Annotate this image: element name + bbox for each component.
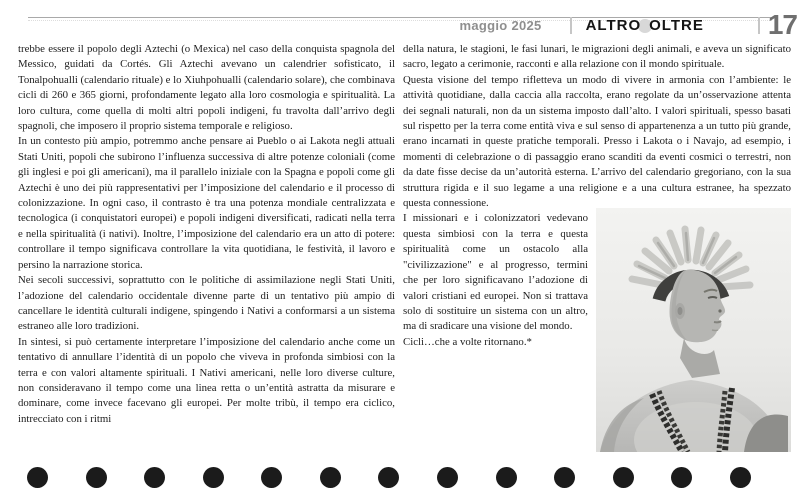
- article-column-left: [18, 42, 395, 466]
- masthead-word-altro: ALTRO: [585, 16, 642, 34]
- dot: [554, 467, 575, 488]
- dot: [27, 467, 48, 488]
- dot: [320, 467, 341, 488]
- paragraph: In sintesi, si può certamente interpretare l’imposizione del calendario anche come un tentativo di annullare l’identità di un popolo che viveva in profonda simbiosi con la terra e con valori altamente spirituali. I Nativi americani, nelle loro diverse culture, non consideravano il tempo come una linea retta o un’entità astratta da misurare e dominare, come invece facevano gli europei. Per molte tribù, il tempo era ciclico, intrecciato con i ritmi: [18, 335, 395, 425]
- dot: [671, 467, 692, 488]
- dot: [261, 467, 282, 488]
- header-separator: [758, 17, 760, 34]
- dot: [437, 467, 458, 488]
- paragraph: In un contesto più ampio, potremmo anche pensare ai Pueblo o ai Lakota negli attuali Stati Uniti, popoli che subirono l’influenza successiva di altre potenze coloniali (come gli inglesi e poi gli americani), ma il parallelo iniziale con la Spagna e popoli come gli Aztechi è uno dei più rappresentativi per l’imposizione del calendario e il processo di colonizzazione. In ogni caso, il contrasto è tra una potenza mondiale centralizzata e tecnologica (i conquistatori europei) e popoli indigeni diversificati, radicati nella terra e nella spiritualità (i nativi). Inoltre, l’imposizione del calendario era un atto di potere: controllare il tempo significava controllare la vita quotidiana, le festività, il lavoro e persino la narrazione storica.: [18, 135, 395, 271]
- page-number: 17: [767, 9, 797, 40]
- dot: [730, 467, 751, 488]
- indigenous-man-portrait-image: [596, 208, 791, 452]
- dot: [203, 467, 224, 488]
- paragraph: della natura, le stagioni, le fasi lunari, le migrazioni degli animali, e aveva un significato sacro, legato a cerimonie, racconti e alla relazione con il mondo spirituale.: [403, 43, 791, 71]
- dot: [613, 467, 634, 488]
- article-column-right: [403, 42, 791, 466]
- dot: [86, 467, 107, 488]
- paragraph: I missionari e i colonizzatori vedevano questa simbiosi con la terra e questa spiritualità come un ostacolo alla "civilizzazione" e al progresso, termini che per loro significavano l’adozione di valori cristiani ed europei. Non si trattava solo di sostituire un sistema con un altro, ma di sradicare una visione del mondo.: [403, 212, 588, 333]
- footer-dots: [27, 467, 751, 488]
- paragraph-closing: Cicli…che a volte ritornano.*: [403, 335, 532, 348]
- paragraph: Nei secoli successivi, soprattutto con le politiche di assimilazione negli Stati Uniti, l’adozione del calendario occidentale divenne parte di un tentativo più ampio di cancellare le identità culturali indigene, spingendo i Nativi a conformarsi a un sistema estraneo alle loro tradizioni.: [18, 274, 395, 333]
- paragraph: Questa visione del tempo rifletteva un modo di vivere in armonia con l’ambiente: le attività quotidiane, dalla caccia alla raccolta, erano regolate da un’osservazione attenta dei segnali naturali, non da un sistema imposto dall’alto. I valori spirituali, spesso basati sul rispetto per la terra come entità viva e sul senso di appartenenza a un tutto più grande, erano incarnati in queste pratiche temporali. Presso i Lakota o i Navajo, ad esempio, i momenti di celebrazione o di passaggio erano scanditi da eventi cosmici o terrestri, non da date fisse decise da un’autorità esterna. L’arrivo del calendario gregoriano, con la sua struttura rigida e il suo legame a una religione e a una cultura estranee, ha spezzato questa connessione.: [403, 73, 791, 210]
- article-photo: [596, 208, 791, 452]
- page-header: [460, 9, 797, 41]
- paragraph: trebbe essere il popolo degli Aztechi (o Mexica) nel caso della conquista spagnola del Messico, guidati da Cortés. Gli Aztechi avevano un calendrier sofisticato, il Tonalpohualli (calendario rituale) e lo Xiuhpohualli (calendario solare), che combinava cicli di 260 e 365 giorni, profondamente legato alla loro cosmologia e spiritualità. La loro cultura, come quella di molti altri popoli indigeni, fu travolta dall’arrivo degli spagnoli, che imposero il proprio sistema temporale e religioso.: [18, 43, 395, 133]
- header-separator: [570, 17, 572, 34]
- dot: [496, 467, 517, 488]
- dot: [144, 467, 165, 488]
- dot: [378, 467, 399, 488]
- issue-date: maggio 2025: [459, 17, 542, 33]
- masthead: [586, 17, 704, 34]
- masthead-word-oltre: OLTRE: [649, 16, 704, 34]
- article-body: [18, 42, 791, 466]
